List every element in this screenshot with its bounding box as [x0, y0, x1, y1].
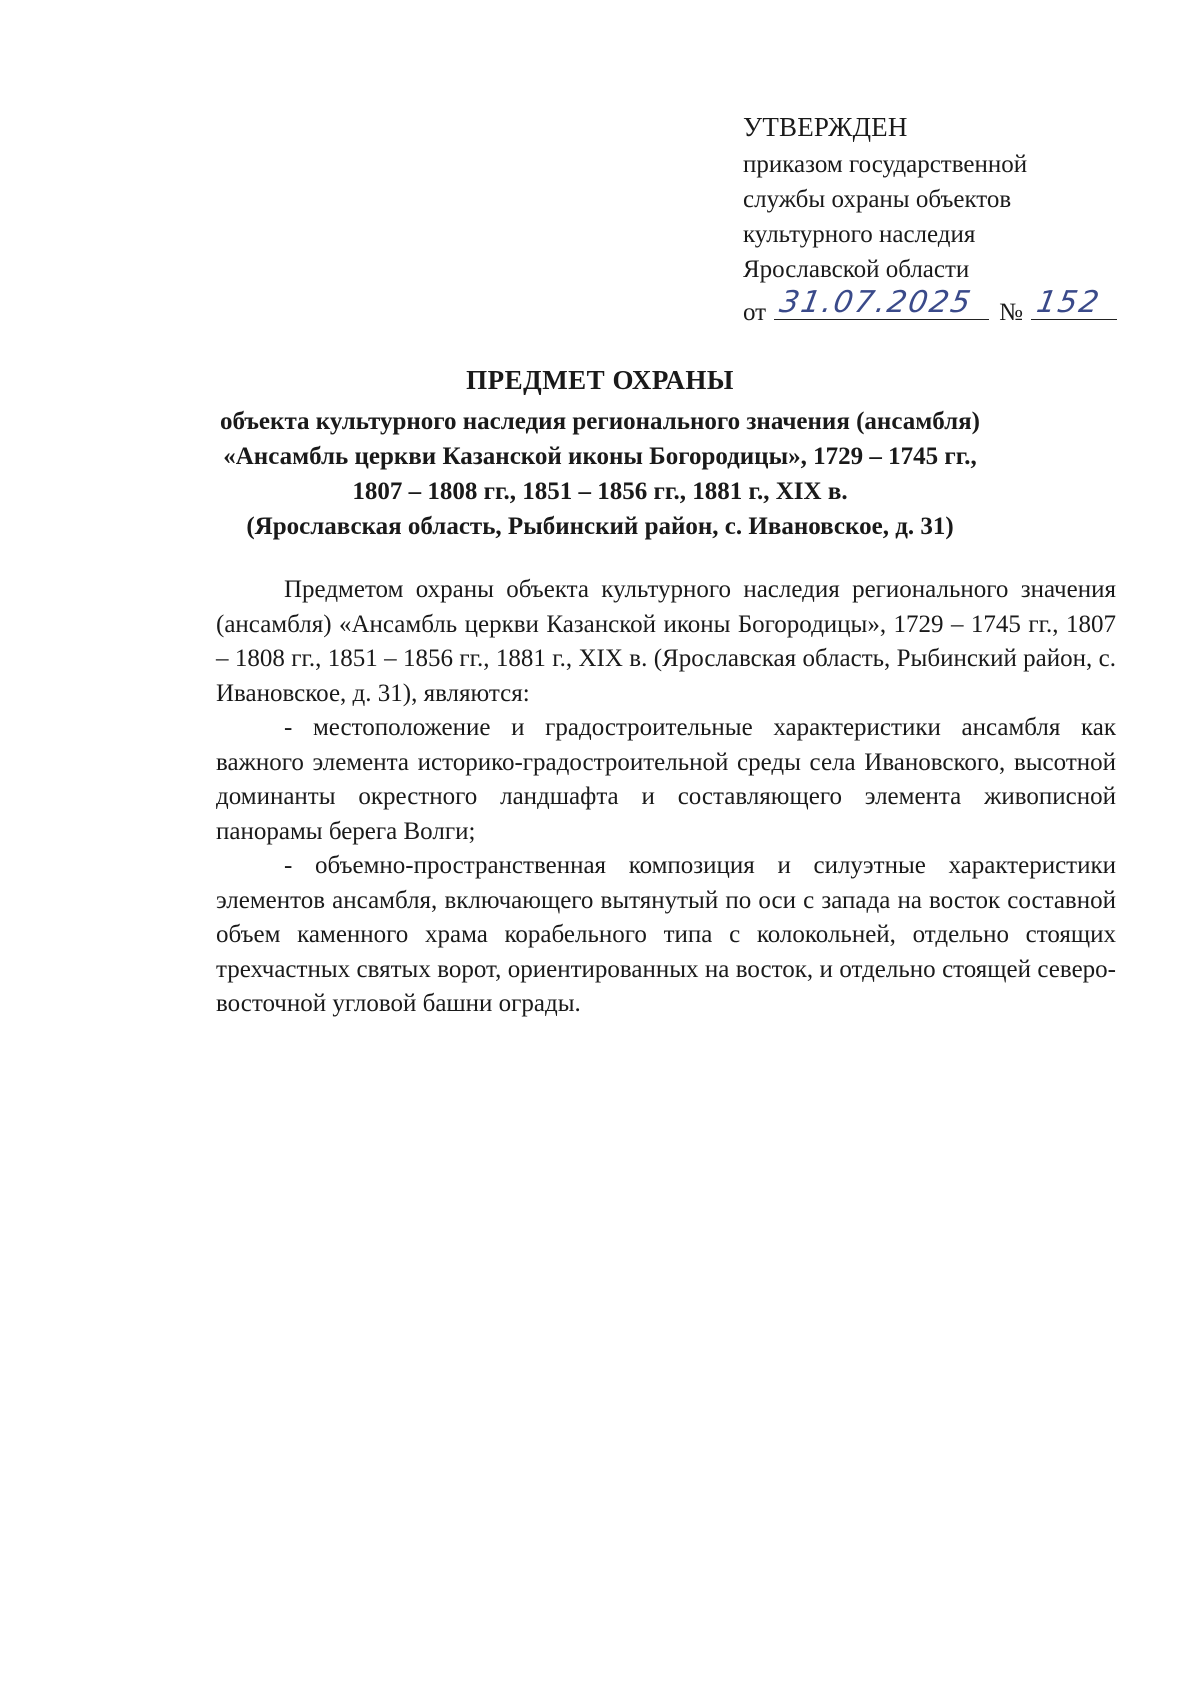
approval-title: УТВЕРЖДЕН: [743, 112, 908, 142]
document-heading: [100, 363, 1100, 544]
list-item-composition: - объемно-пространственная композиция и силуэтные характеристики элементов ансамбля, включающего вытянутый по оси с запада на восток составной объем каменного храма корабельного типа с колокольней, отдельно стоящих трехчастных святых ворот, ориентированных на восток, и отдельно стоящей северо-восточной угловой башни ограды.: [216, 852, 1116, 1017]
handwritten-number: 152: [1033, 285, 1104, 320]
approval-line-1: приказом государственной: [743, 151, 1028, 178]
approval-line-2: службы охраны объектов: [743, 186, 1012, 213]
document-body: [216, 573, 1116, 1022]
approval-line-3: культурного наследия: [743, 221, 976, 248]
approval-line-4: Ярославской области: [743, 256, 970, 283]
approval-block: [743, 110, 1123, 330]
intro-paragraph: Предметом охраны объекта культурного наследия регионального значения (ансамбля) «Ансамбль церкви Казанской иконы Богородицы», 1729 – 1745 гг., 1807 – 1808 гг., 1851 – 1856 гг., 1881 г., XIX в. (Ярославская область, Рыбинский район, с. Ивановское, д. 31), являются:: [216, 576, 1116, 707]
heading-line-4: (Ярославская область, Рыбинский район, с. Ивановское, д. 31): [246, 513, 954, 540]
document-title: ПРЕДМЕТ ОХРАНЫ: [466, 365, 734, 395]
number-field: [1031, 285, 1117, 320]
date-prefix: от: [743, 299, 767, 326]
heading-line-1: объекта культурного наследия регионального значения (ансамбля): [219, 408, 981, 435]
number-prefix: №: [999, 299, 1023, 326]
approval-date-line: [743, 285, 1123, 330]
heading-line-3: 1807 – 1808 гг., 1851 – 1856 гг., 1881 г., XIX в.: [352, 478, 848, 505]
heading-line-2: «Ансамбль церкви Казанской иконы Богородицы», 1729 – 1745 гг.,: [223, 443, 977, 470]
handwritten-date: 31.07.2025: [777, 285, 976, 320]
list-item-location: - местоположение и градостроительные характеристики ансамбля как важного элемента историко-градостроительной среды села Ивановского, высотной доминанты окрестного ландшафта и составляющего элемента живописной панорамы берега Волги;: [216, 714, 1116, 845]
date-field: [774, 285, 989, 320]
